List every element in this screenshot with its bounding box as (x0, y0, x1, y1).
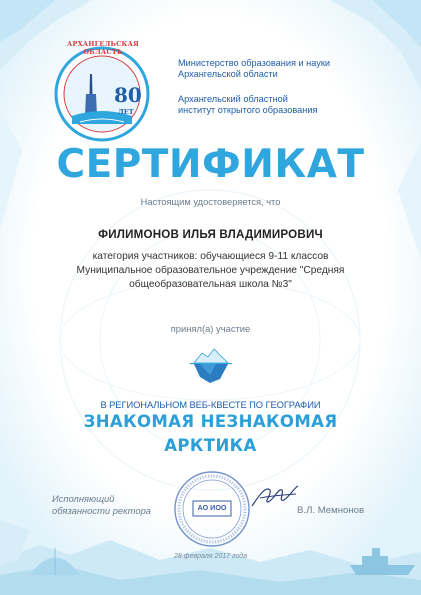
signer-role-line-2: обязанности ректора (52, 505, 152, 516)
school-line-1: Муниципальное образовательное учреждение "Средняя (76, 265, 345, 276)
handwritten-signature (250, 480, 300, 510)
participated-text: принял(а) участие (170, 323, 251, 334)
quest-description: В РЕГИОНАЛЬНОМ ВЕБ-КВЕСТЕ ПО ГЕОГРАФИИ (100, 399, 321, 410)
emblem-arc-text: АРХАНГЕЛЬСКАЯ ОБЛАСТЬ (66, 40, 140, 56)
ministry-name (178, 58, 398, 80)
ministry-line-1: Министерство образования и науки (178, 58, 330, 68)
institute-name (178, 94, 398, 116)
iceberg-icon (186, 345, 236, 385)
event-name-line-2: АРКТИКА (164, 436, 257, 455)
signer-role-line-1: Исполняющий (52, 493, 115, 504)
school-line-2: общеобразовательная школа №3" (129, 279, 292, 290)
institute-line-2: институт открытого образования (178, 105, 318, 115)
institute-line-1: Архангельский областной (178, 94, 288, 104)
recipient-name: ФИЛИМОНОВ ИЛЬЯ ВЛАДИМИРОВИЧ (98, 228, 323, 241)
signer-name: В.Л. Мемнонов (297, 505, 365, 516)
emblem-years-label: ЛЕТ (118, 108, 134, 116)
ministry-line-2: Архангельской области (178, 69, 278, 79)
region-80-years-emblem (52, 44, 152, 144)
certificate-title: СЕРТИФИКАТ (56, 142, 365, 187)
event-name-line-1: ЗНАКОМАЯ НЕЗНАКОМАЯ (83, 412, 338, 431)
stamp-label: АО ИОО (197, 503, 227, 512)
certify-text: Настоящим удостоверяется, что (140, 197, 281, 207)
issue-date: 28 февраля 2017 года (173, 553, 248, 560)
participant-category: категория участников: обучающиеся 9-11 классов (92, 251, 329, 262)
svg-text:80: 80 (114, 83, 142, 107)
